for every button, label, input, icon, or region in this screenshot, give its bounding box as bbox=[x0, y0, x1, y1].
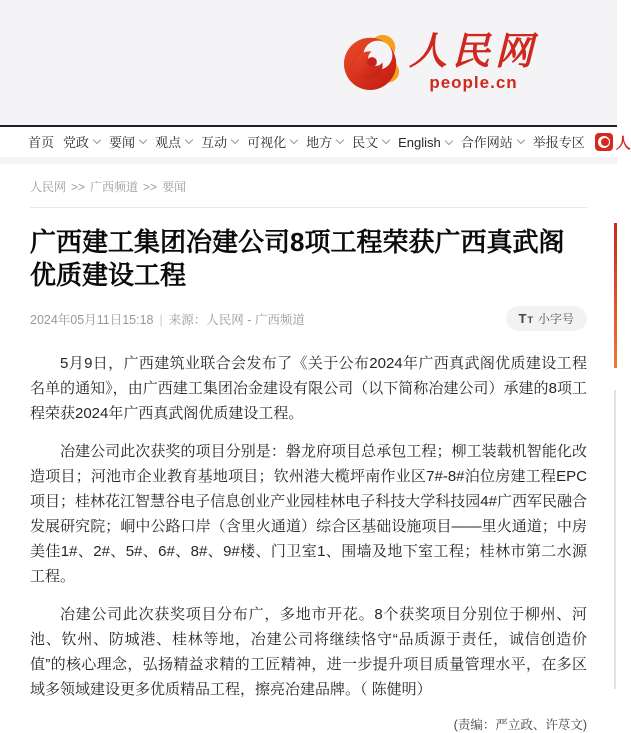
article-date: 2024年05月11日15:18 bbox=[30, 312, 154, 327]
nav-item-label: 要闻 bbox=[109, 135, 136, 150]
site-header bbox=[0, 0, 617, 125]
breadcrumb-link[interactable]: 要闻 bbox=[162, 180, 187, 194]
nav-item-interactive[interactable] bbox=[201, 132, 238, 151]
chevron-down-icon bbox=[336, 136, 344, 144]
article-paragraph: 冶建公司此次获奖项目分布广，多地市开花。8个获奖项目分别位于柳州、河池、钦州、防城港、桂林等地，冶建公司将继续恪守“品质源于责任，诚信创造价值”的核心理念，弘扬精益求精的工匠精神，进一步提升项目质量管理水平，在多区域多领域建设更多优质精品工程，擦亮冶建品牌。（ 陈健明） bbox=[30, 606, 587, 698]
people-app-label: 人 bbox=[615, 134, 631, 152]
article-page bbox=[0, 178, 617, 733]
article-source[interactable]: 来源：人民网 - 广西频道 bbox=[168, 312, 305, 327]
chevron-down-icon bbox=[231, 136, 239, 144]
article-paragraph: 5月9日，广西建筑业联合会发布了《关于公布2024年广西真武阁优质建设工程名单的通知》，由广西建工集团冶金建设有限公司（以下简称冶建公司）承建的8项工程荣获2024年广西真武阁优质建设工程。 bbox=[30, 355, 587, 422]
chevron-down-icon bbox=[290, 136, 298, 144]
people-app-swirl-icon bbox=[595, 133, 613, 151]
article-paragraph: 冶建公司此次获奖的项目分别是：磐龙府项目总承包工程；柳工装载机智能化改造项目；河池市企业教育基地项目；钦州港大榄坪南作业区7#-8#泊位房建工程EPC项目；桂林花江智慧谷电子信息创业产业园桂林电子科技大学科技园4#广西军民融合发展研究院；峒中公路口岸（含里火通道）综合区基础设施项目——里火通道；中房美佳1#、2#、5#、6#、8#、9#楼、门卫室1、围墙及地下室工程；桂林市第二水源工程。 bbox=[30, 443, 587, 585]
nav-item-english[interactable] bbox=[398, 135, 452, 150]
nav-item-opinion[interactable] bbox=[155, 132, 192, 151]
nav-item-label: 地方 bbox=[306, 135, 333, 150]
meta-separator: | bbox=[159, 312, 163, 327]
nav-item-report[interactable] bbox=[533, 132, 585, 151]
nav-item-visual[interactable] bbox=[247, 132, 297, 151]
article-title: 广西建工集团冶建公司8项工程荣获广西真武阁优质建设工程 bbox=[30, 227, 565, 290]
people-cn-logo-swirl-icon bbox=[343, 28, 403, 99]
breadcrumb bbox=[30, 178, 587, 195]
nav-item-news[interactable] bbox=[109, 132, 146, 151]
chevron-down-icon bbox=[185, 136, 193, 144]
nav-item-label: 举报专区 bbox=[532, 135, 585, 150]
nav-items bbox=[28, 132, 595, 152]
right-edge-red-bar bbox=[614, 223, 617, 368]
font-size-label: 小字号 bbox=[537, 312, 574, 326]
font-size-toggle[interactable] bbox=[506, 306, 587, 331]
nav-item-label: 互动 bbox=[201, 135, 228, 150]
logo-en-text: people.cn bbox=[429, 73, 518, 92]
nav-bottom-strip bbox=[0, 157, 617, 164]
nav-item-label: 可视化 bbox=[247, 135, 287, 150]
nav-item-politics[interactable] bbox=[63, 132, 100, 151]
article-meta-row bbox=[30, 306, 587, 331]
chevron-down-icon bbox=[445, 137, 453, 145]
nav-item-label: English bbox=[398, 135, 441, 150]
chevron-down-icon bbox=[93, 136, 101, 144]
chevron-down-icon bbox=[139, 136, 147, 144]
main-navbar bbox=[0, 127, 631, 157]
nav-item-label: 观点 bbox=[155, 135, 182, 150]
logo-cn-text: 人民网 bbox=[409, 28, 539, 73]
chevron-down-icon bbox=[382, 136, 390, 144]
nav-item-minority[interactable] bbox=[352, 132, 389, 151]
article-body bbox=[30, 351, 587, 702]
breadcrumb-separator: >> bbox=[143, 180, 158, 194]
font-size-small-icon: T bbox=[527, 315, 533, 325]
people-cn-logo[interactable] bbox=[343, 28, 538, 99]
editor-byline: (责编：严立政、许荩文) bbox=[453, 718, 587, 732]
chevron-down-icon bbox=[517, 136, 525, 144]
breadcrumb-divider bbox=[30, 207, 587, 208]
breadcrumb-link[interactable]: 广西频道 bbox=[90, 180, 139, 194]
nav-item-local[interactable] bbox=[306, 132, 343, 151]
nav-item-home[interactable] bbox=[28, 132, 54, 151]
right-edge-scroll-track[interactable] bbox=[614, 390, 616, 689]
nav-item-partners[interactable] bbox=[461, 132, 524, 151]
font-size-large-icon: T bbox=[518, 311, 527, 326]
breadcrumb-link[interactable]: 人民网 bbox=[30, 180, 67, 194]
nav-item-label: 民文 bbox=[352, 135, 379, 150]
breadcrumb-separator: >> bbox=[71, 180, 86, 194]
article-meta bbox=[30, 310, 305, 328]
nav-item-label: 党政 bbox=[63, 135, 90, 150]
people-app-link[interactable] bbox=[595, 132, 631, 153]
nav-item-label: 合作网站 bbox=[460, 135, 513, 150]
nav-item-label: 首页 bbox=[28, 135, 55, 150]
